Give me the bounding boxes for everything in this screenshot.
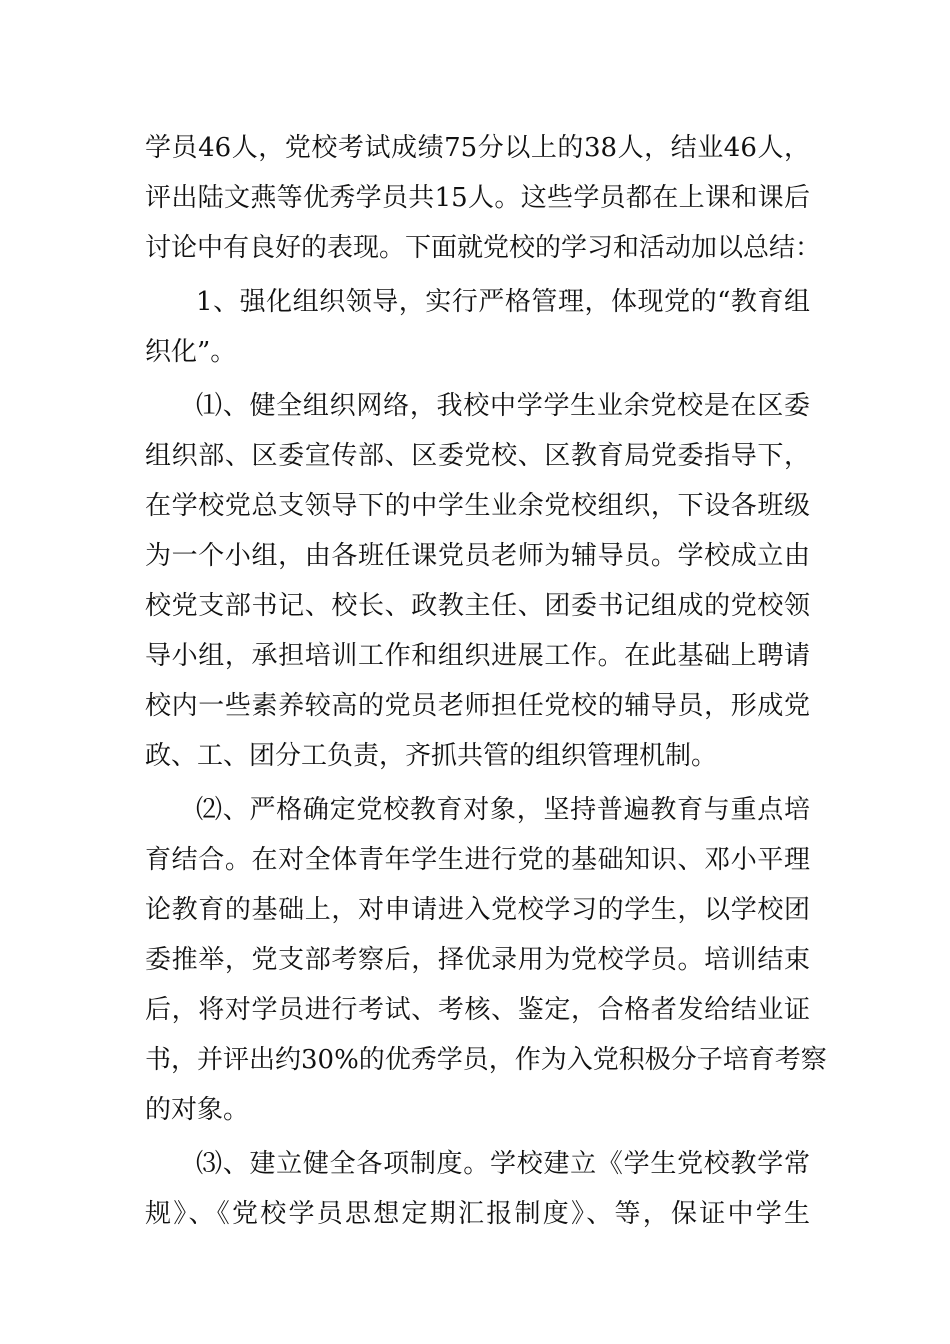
text-line: 在学校党总支领导下的中学生业余党校组织，下设各班级 [145, 491, 810, 521]
text-line: 书，并评出约30%的优秀学员，作为入党积极分子培育考察 [145, 1045, 827, 1075]
text-line: 政、工、团分工负责，齐抓共管的组织管理机制。 [145, 741, 718, 771]
text-line: 导小组，承担培训工作和组织进展工作。在此基础上聘请 [145, 641, 810, 671]
text-line: 后，将对学员进行考试、考核、鉴定，合格者发给结业证 [145, 995, 810, 1025]
text-line: 为一个小组，由各班任课党员老师为辅导员。学校成立由 [145, 541, 810, 571]
text-line: 1、强化组织领导，实行严格管理，体现党的“教育组 [196, 287, 810, 317]
text-line: 评出陆文燕等优秀学员共15人。这些学员都在上课和课后 [145, 183, 810, 213]
text-line: 育结合。在对全体青年学生进行党的基础知识、邓小平理 [145, 845, 810, 875]
text-line: 学员46人，党校考试成绩75分以上的38人，结业46人， [145, 133, 810, 163]
text-line: 校内一些素养较高的党员老师担任党校的辅导员，形成党 [145, 691, 810, 721]
text-line: 论教育的基础上，对申请进入党校学习的学生，以学校团 [145, 895, 810, 925]
text-line: 委推举，党支部考察后，择优录用为党校学员。培训结束 [145, 945, 810, 975]
text-line: ⑶、建立健全各项制度。学校建立《学生党校教学常 [196, 1149, 810, 1179]
text-line: 校党支部书记、校长、政教主任、团委书记组成的党校领 [145, 591, 810, 621]
text-line: 讨论中有良好的表现。下面就党校的学习和活动加以总结： [145, 233, 822, 263]
text-line: 织化”。 [145, 337, 237, 367]
text-line: 的对象。 [145, 1095, 250, 1125]
text-line: 规》、《党校学员思想定期汇报制度》、等，保证中学生 [145, 1199, 810, 1229]
text-line: ⑴、健全组织网络，我校中学学生业余党校是在区委 [196, 391, 810, 421]
text-line: 组织部、区委宣传部、区委党校、区教育局党委指导下， [145, 441, 810, 471]
text-line: ⑵、严格确定党校教育对象，坚持普遍教育与重点培 [196, 795, 810, 825]
